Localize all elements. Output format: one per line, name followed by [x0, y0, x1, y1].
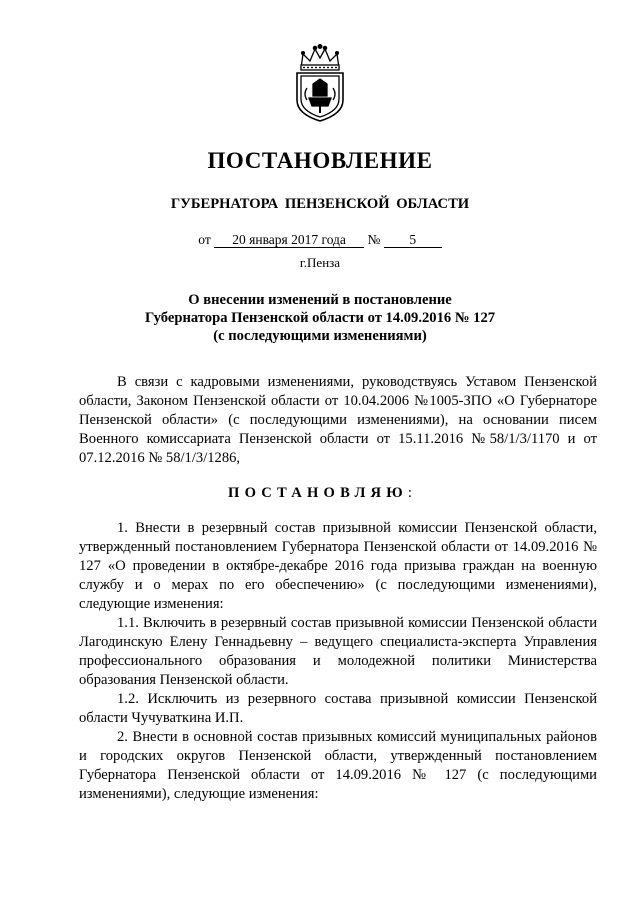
decree-items — [79, 519, 597, 804]
coat-of-arms-icon — [291, 44, 349, 124]
preamble — [79, 373, 597, 468]
heading-line: О внесении изменений в постановление — [188, 292, 452, 308]
decree-item: 1.2. Исключить из резервного состава призывной комиссии Пензенской области Чучуваткина И.П. — [79, 691, 597, 726]
date-prefix: от — [198, 232, 211, 247]
document-heading — [0, 291, 640, 345]
decree-colon: : — [407, 485, 412, 501]
number-prefix: № — [367, 232, 381, 247]
date-number-line — [0, 232, 640, 248]
decree-item: 1. Внести в резервный состав призывной комиссии Пензенской области, утвержденный постановлением Губернатора Пензенской области от 14.09.2016 № 127 «О проведении в октябре-декабре 2016 года призыва граждан на военную службу и о мерах по его обеспечению» (с последующими изменениями), следующие изменения: — [79, 520, 597, 612]
document-title: ПОСТАНОВЛЕНИЕ — [207, 148, 433, 173]
decree-item: 2. Внести в основной состав призывных комиссий муниципальных районов и городских округов Пензенской области, утвержденный постановлением Губернатора Пензенской области от 14.09.2016 № 127 (с последующими изменениями), следующие изменения: — [79, 729, 597, 802]
document-issuer: ГУБЕРНАТОРА ПЕНЗЕНСКОЙ ОБЛАСТИ — [170, 196, 470, 212]
decree-label: ПОСТАНОВЛЯЮ — [228, 485, 408, 501]
decree-item: 1.1. Включить в резервный состав призывной комиссии Пензенской области Лагодинскую Елену Геннадьевну – ведущего специалиста-эксперта Управления профессионального образования и молодежной политики Министерства образования Пензенской области. — [79, 615, 597, 688]
preamble-paragraph: В связи с кадровыми изменениями, руководствуясь Уставом Пензенской области, Законом Пензенской области от 10.04.2006 №1005-ЗПО «О Губернаторе Пензенской области» (с последующими изменениями), на основании писем Военного комиссариата Пензенской области от 15.11.2016 №58/1/3/1170 и от 07.12.2016 № 58/1/3/1286, — [79, 374, 597, 466]
document-city: г.Пенза — [299, 255, 341, 270]
decree-word — [0, 485, 640, 502]
document-number: 5 — [384, 232, 442, 248]
heading-line: Губернатора Пензенской области от 14.09.2016 № 127 — [144, 310, 496, 326]
document-date: 20 января 2017 года — [214, 232, 364, 248]
heading-line: (с последующими изменениями) — [213, 328, 427, 344]
